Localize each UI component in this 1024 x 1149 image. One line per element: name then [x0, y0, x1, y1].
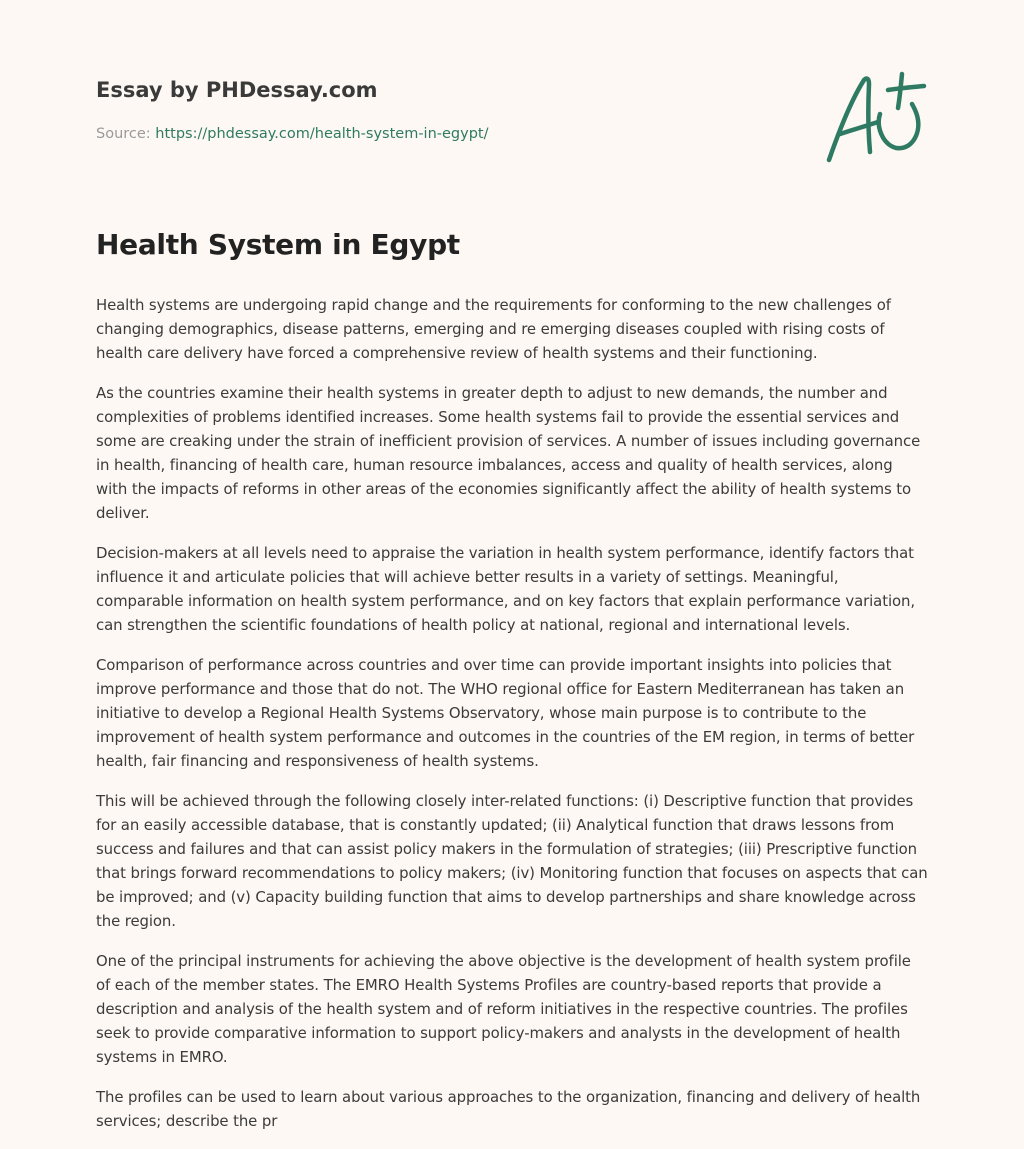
- a-plus-grade-icon: [822, 68, 932, 168]
- essay-title: Health System in Egypt: [96, 228, 460, 261]
- source-label: Source:: [96, 126, 156, 142]
- essay-paragraph-6: One of the principal instruments for achieving the above objective is the development of health system profile of each of the member states. The EMRO Health Systems Profiles are country-based reports that provide a description and analysis of the health system and of reform initiatives in the respective countries. The profiles seek to provide comparative information to support policy-makers and analysts in the development of health systems in EMRO.: [96, 952, 911, 1066]
- essay-header: [96, 76, 936, 176]
- source-line: [96, 124, 488, 144]
- essay-body: [96, 226, 928, 1149]
- essay-paragraph-2: As the countries examine their health systems in greater depth to adjust to new demands, the number and complexities of problems identified increases. Some health systems fail to provide the essential services and some are creaking under the strain of inefficient provision of services. A number of issues including governance in health, financing of health care, human resource imbalances, access and quality of health services, along with the impacts of reforms in other areas of the economies significantly affect the ability of health systems to deliver.: [96, 384, 921, 522]
- essay-paragraph-7: The profiles can be used to learn about various approaches to the organization, financing and delivery of health services; describe the pr: [96, 1088, 921, 1130]
- essay-paragraph-3: Decision-makers at all levels need to appraise the variation in health system performance, identify factors that influence it and articulate policies that will achieve better results in a variety of settings. Meaningful, comparable information on health system performance, and on key factors that explain performance variation, can strengthen the scientific foundations of health policy at national, regional and international levels.: [96, 544, 915, 634]
- site-title: Essay by PHDessay.com: [96, 78, 378, 102]
- source-link[interactable]: https://phdessay.com/health-system-in-egypt/: [155, 126, 489, 142]
- essay-paragraph-4: Comparison of performance across countries and over time can provide important insights into policies that improve performance and those that do not. The WHO regional office for Eastern Mediterranean has taken an initiative to develop a Regional Health Systems Observatory, whose main purpose is to contribute to the improvement of health system performance and outcomes in the countries of the EM region, in terms of better health, fair financing and responsiveness of health systems.: [96, 656, 915, 770]
- essay-paragraph-5: This will be achieved through the following closely inter-related functions: (i) Descriptive function that provides for an easily accessible database, that is constantly updated; (ii) Analytical function that draws lessons from success and failures and that can assist policy makers in the formulation of strategies; (iii) Prescriptive function that brings forward recommendations to policy makers; (iv) Monitoring function that focuses on aspects that can be improved; and (v) Capacity building function that aims to develop partnerships and share knowledge across the region.: [96, 792, 928, 930]
- essay-paragraph-1: Health systems are undergoing rapid change and the requirements for conforming to the new challenges of changing demographics, disease patterns, emerging and re emerging diseases coupled with rising costs of health care delivery have forced a comprehensive review of health systems and their functioning.: [96, 296, 891, 362]
